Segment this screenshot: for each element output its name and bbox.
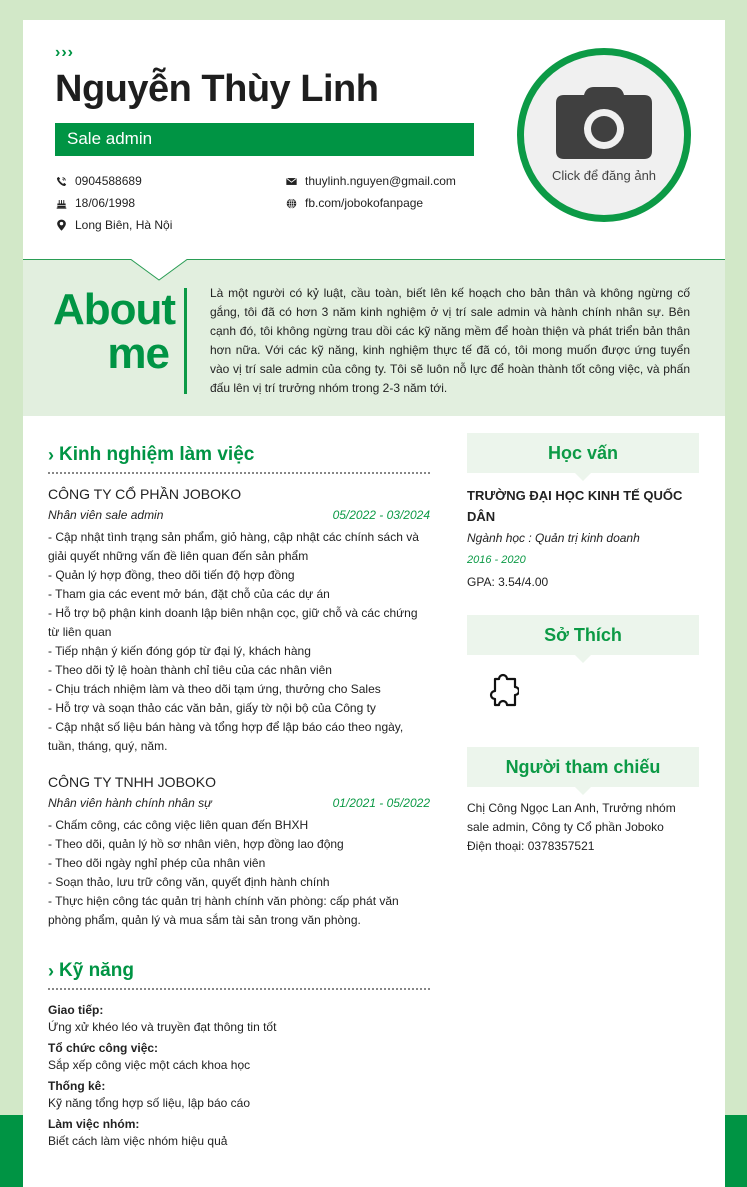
references-section bbox=[467, 747, 699, 856]
job-title-bar[interactable] bbox=[55, 123, 474, 156]
education-heading: Học vấn bbox=[467, 433, 699, 473]
skill-label: Giao tiếp: bbox=[48, 1003, 104, 1017]
skill-label: Tổ chức công việc: bbox=[48, 1041, 159, 1055]
education-section bbox=[467, 433, 699, 593]
job-duty: - Hỗ trợ và soạn thảo các văn bản, giấy tờ nội bộ của Công ty bbox=[48, 701, 376, 715]
job-duty: - Thực hiện công tác quản trị hành chính văn phòng: cấp phát văn phòng phẩm, quản lý và mua sắm tài sản trong văn phòng. bbox=[48, 894, 399, 927]
right-column bbox=[467, 433, 699, 856]
skill-desc: Sắp xếp công việc một cách khoa học bbox=[48, 1058, 251, 1072]
job-duty: - Hỗ trợ bộ phận kinh doanh lập biên nhận cọc, giữ chỗ và các chứng từ liên quan bbox=[48, 606, 418, 639]
skill-label: Làm việc nhóm: bbox=[48, 1117, 140, 1131]
job-duty: - Chịu trách nhiệm làm và theo dõi tạm ứng, thưởng cho Sales bbox=[48, 682, 381, 696]
hobbies-heading: Sở Thích bbox=[467, 615, 699, 655]
job-duty: - Quản lý hợp đồng, theo dõi tiến độ hợp đồng bbox=[48, 568, 295, 582]
about-title bbox=[53, 285, 176, 378]
contact-column-right bbox=[285, 170, 456, 214]
contact-phone[interactable] bbox=[55, 170, 172, 192]
cv-header bbox=[23, 20, 725, 259]
references-heading: Người tham chiếu bbox=[467, 747, 699, 787]
job-title: Sale admin bbox=[67, 129, 153, 148]
job-duty: - Tiếp nhận ý kiến đóng góp từ đại lý, khách hàng bbox=[48, 644, 311, 658]
avatar-upload[interactable] bbox=[517, 48, 691, 222]
job-duty: - Cập nhật tình trạng sản phẩm, giỏ hàng, cập nhật các chính sách và giải quyết những vấn đề liên quan đến sản phẩm bbox=[48, 530, 419, 563]
skill-item[interactable] bbox=[48, 1002, 430, 1036]
cv-page bbox=[23, 20, 725, 1187]
company-name: CÔNG TY TNHH JOBOKO bbox=[48, 774, 217, 790]
reference-person: Chị Công Ngọc Lan Anh, Trưởng nhóm sale admin, Công ty Cổ phần Joboko bbox=[467, 801, 676, 834]
contact-email[interactable] bbox=[285, 170, 456, 192]
skill-desc: Biết cách làm việc nhóm hiệu quả bbox=[48, 1134, 228, 1148]
address-value: Long Biên, Hà Nội bbox=[75, 218, 173, 232]
school-name[interactable]: TRƯỜNG ĐẠI HỌC KINH TẾ QUỐC DÂN bbox=[467, 488, 683, 524]
education-years: 2016 - 2020 bbox=[467, 554, 526, 566]
job-duty: - Chấm công, các công việc liên quan đến BHXH bbox=[48, 818, 309, 832]
experience-title: Kinh nghiệm làm việc bbox=[59, 444, 255, 465]
email-value: thuylinh.nguyen@gmail.com bbox=[305, 174, 456, 188]
about-section bbox=[23, 259, 725, 416]
skills-title: Kỹ năng bbox=[59, 960, 134, 981]
contact-column-left bbox=[55, 170, 172, 236]
map-pin-icon bbox=[55, 219, 67, 231]
job-dates: 05/2022 - 03/2024 bbox=[332, 508, 430, 522]
birthday-cake-icon bbox=[55, 197, 67, 209]
job-duty: - Theo dõi ngày nghỉ phép của nhân viên bbox=[48, 856, 266, 870]
hobbies-section bbox=[467, 615, 699, 713]
job-duty: - Soạn thảo, lưu trữ công văn, quyết định hành chính bbox=[48, 875, 330, 889]
skill-item[interactable] bbox=[48, 1116, 430, 1150]
about-title-line1: About bbox=[53, 285, 176, 334]
chevron-right-icon: › bbox=[48, 444, 54, 465]
job-position: Nhân viên hành chính nhân sự bbox=[48, 796, 212, 810]
job-entry[interactable] bbox=[48, 774, 430, 930]
chevron-right-icon: › bbox=[48, 960, 54, 981]
envelope-icon bbox=[285, 175, 297, 187]
experience-heading bbox=[48, 440, 430, 470]
camera-icon bbox=[556, 87, 652, 164]
left-column bbox=[48, 440, 430, 1154]
skill-label: Thống kê: bbox=[48, 1079, 106, 1093]
dotted-divider bbox=[48, 988, 430, 990]
skill-item[interactable] bbox=[48, 1078, 430, 1112]
skill-desc: Kỹ năng tổng hợp số liệu, lập báo cáo bbox=[48, 1096, 251, 1110]
dotted-divider bbox=[48, 472, 430, 474]
notch-decoration bbox=[131, 259, 187, 281]
skill-desc: Ứng xử khéo léo và truyền đạt thông tin tốt bbox=[48, 1020, 277, 1034]
avatar-upload-label: Click để đăng ảnh bbox=[551, 168, 657, 183]
website-value: fb.com/jobokofanpage bbox=[305, 196, 424, 210]
contact-address[interactable] bbox=[55, 214, 172, 236]
company-name: CÔNG TY CỔ PHẦN JOBOKO bbox=[48, 486, 242, 502]
reference-phone: Điện thoại: 0378357521 bbox=[467, 839, 595, 853]
job-meta bbox=[48, 796, 430, 810]
job-position: Nhân viên sale admin bbox=[48, 508, 164, 522]
job-duty: - Cập nhật số liệu bán hàng và tổng hợp để lập báo cáo theo ngày, tuần, tháng, quý, năm. bbox=[48, 720, 404, 753]
skill-item[interactable] bbox=[48, 1040, 430, 1074]
birthday-value: 18/06/1998 bbox=[75, 196, 136, 210]
globe-icon bbox=[285, 197, 297, 209]
skills-section bbox=[48, 956, 430, 1150]
puzzle-icon[interactable] bbox=[483, 673, 699, 713]
experience-section bbox=[48, 440, 430, 930]
phone-icon bbox=[55, 175, 67, 187]
skills-heading bbox=[48, 956, 430, 986]
job-duty: - Theo dõi, quản lý hồ sơ nhân viên, hợp đồng lao động bbox=[48, 837, 344, 851]
about-title-line2: me bbox=[107, 329, 169, 378]
job-dates: 01/2021 - 05/2022 bbox=[332, 796, 430, 810]
phone-value: 0904588689 bbox=[75, 174, 142, 188]
job-entry[interactable] bbox=[48, 486, 430, 756]
education-gpa: GPA: 3.54/4.00 bbox=[467, 575, 549, 589]
chevrons-decoration: ››› bbox=[55, 44, 74, 61]
about-divider bbox=[184, 288, 187, 394]
job-duty: - Tham gia các event mở bán, đặt chỗ của các dự án bbox=[48, 587, 330, 601]
candidate-name[interactable]: Nguyễn Thùy Linh bbox=[55, 68, 379, 110]
reference-entry[interactable] bbox=[467, 799, 699, 856]
job-duty: - Theo dõi tỷ lệ hoàn thành chỉ tiêu của các nhân viên bbox=[48, 663, 332, 677]
about-text[interactable]: Là một người có kỷ luật, cầu toàn, biết lên kế hoạch cho bản thân và không ngừng cố gắng, tôi đã có hơn 3 năm kinh nghiệm ở vị trí sale admin và hành chính nhân sự. Bên cạnh đó, tôi không ngừng trau dồi các kỹ năng mềm để hoàn thiện và phát triển bản thân hơn nữa. Với các kỹ năng, kinh nghiệm thực tế đã có, tôi mong muốn được ứng tuyển vào vị trí sale admin của công ty. Tôi sẽ luôn nỗ lực để hoàn thành tốt công việc, và phấn đấu lên vị trí trưởng nhóm trong 2-3 năm tới. bbox=[210, 286, 690, 395]
contact-website[interactable] bbox=[285, 192, 456, 214]
education-major: Ngành học : Quản trị kinh doanh bbox=[467, 531, 640, 545]
contact-birthday[interactable] bbox=[55, 192, 172, 214]
job-meta bbox=[48, 508, 430, 522]
